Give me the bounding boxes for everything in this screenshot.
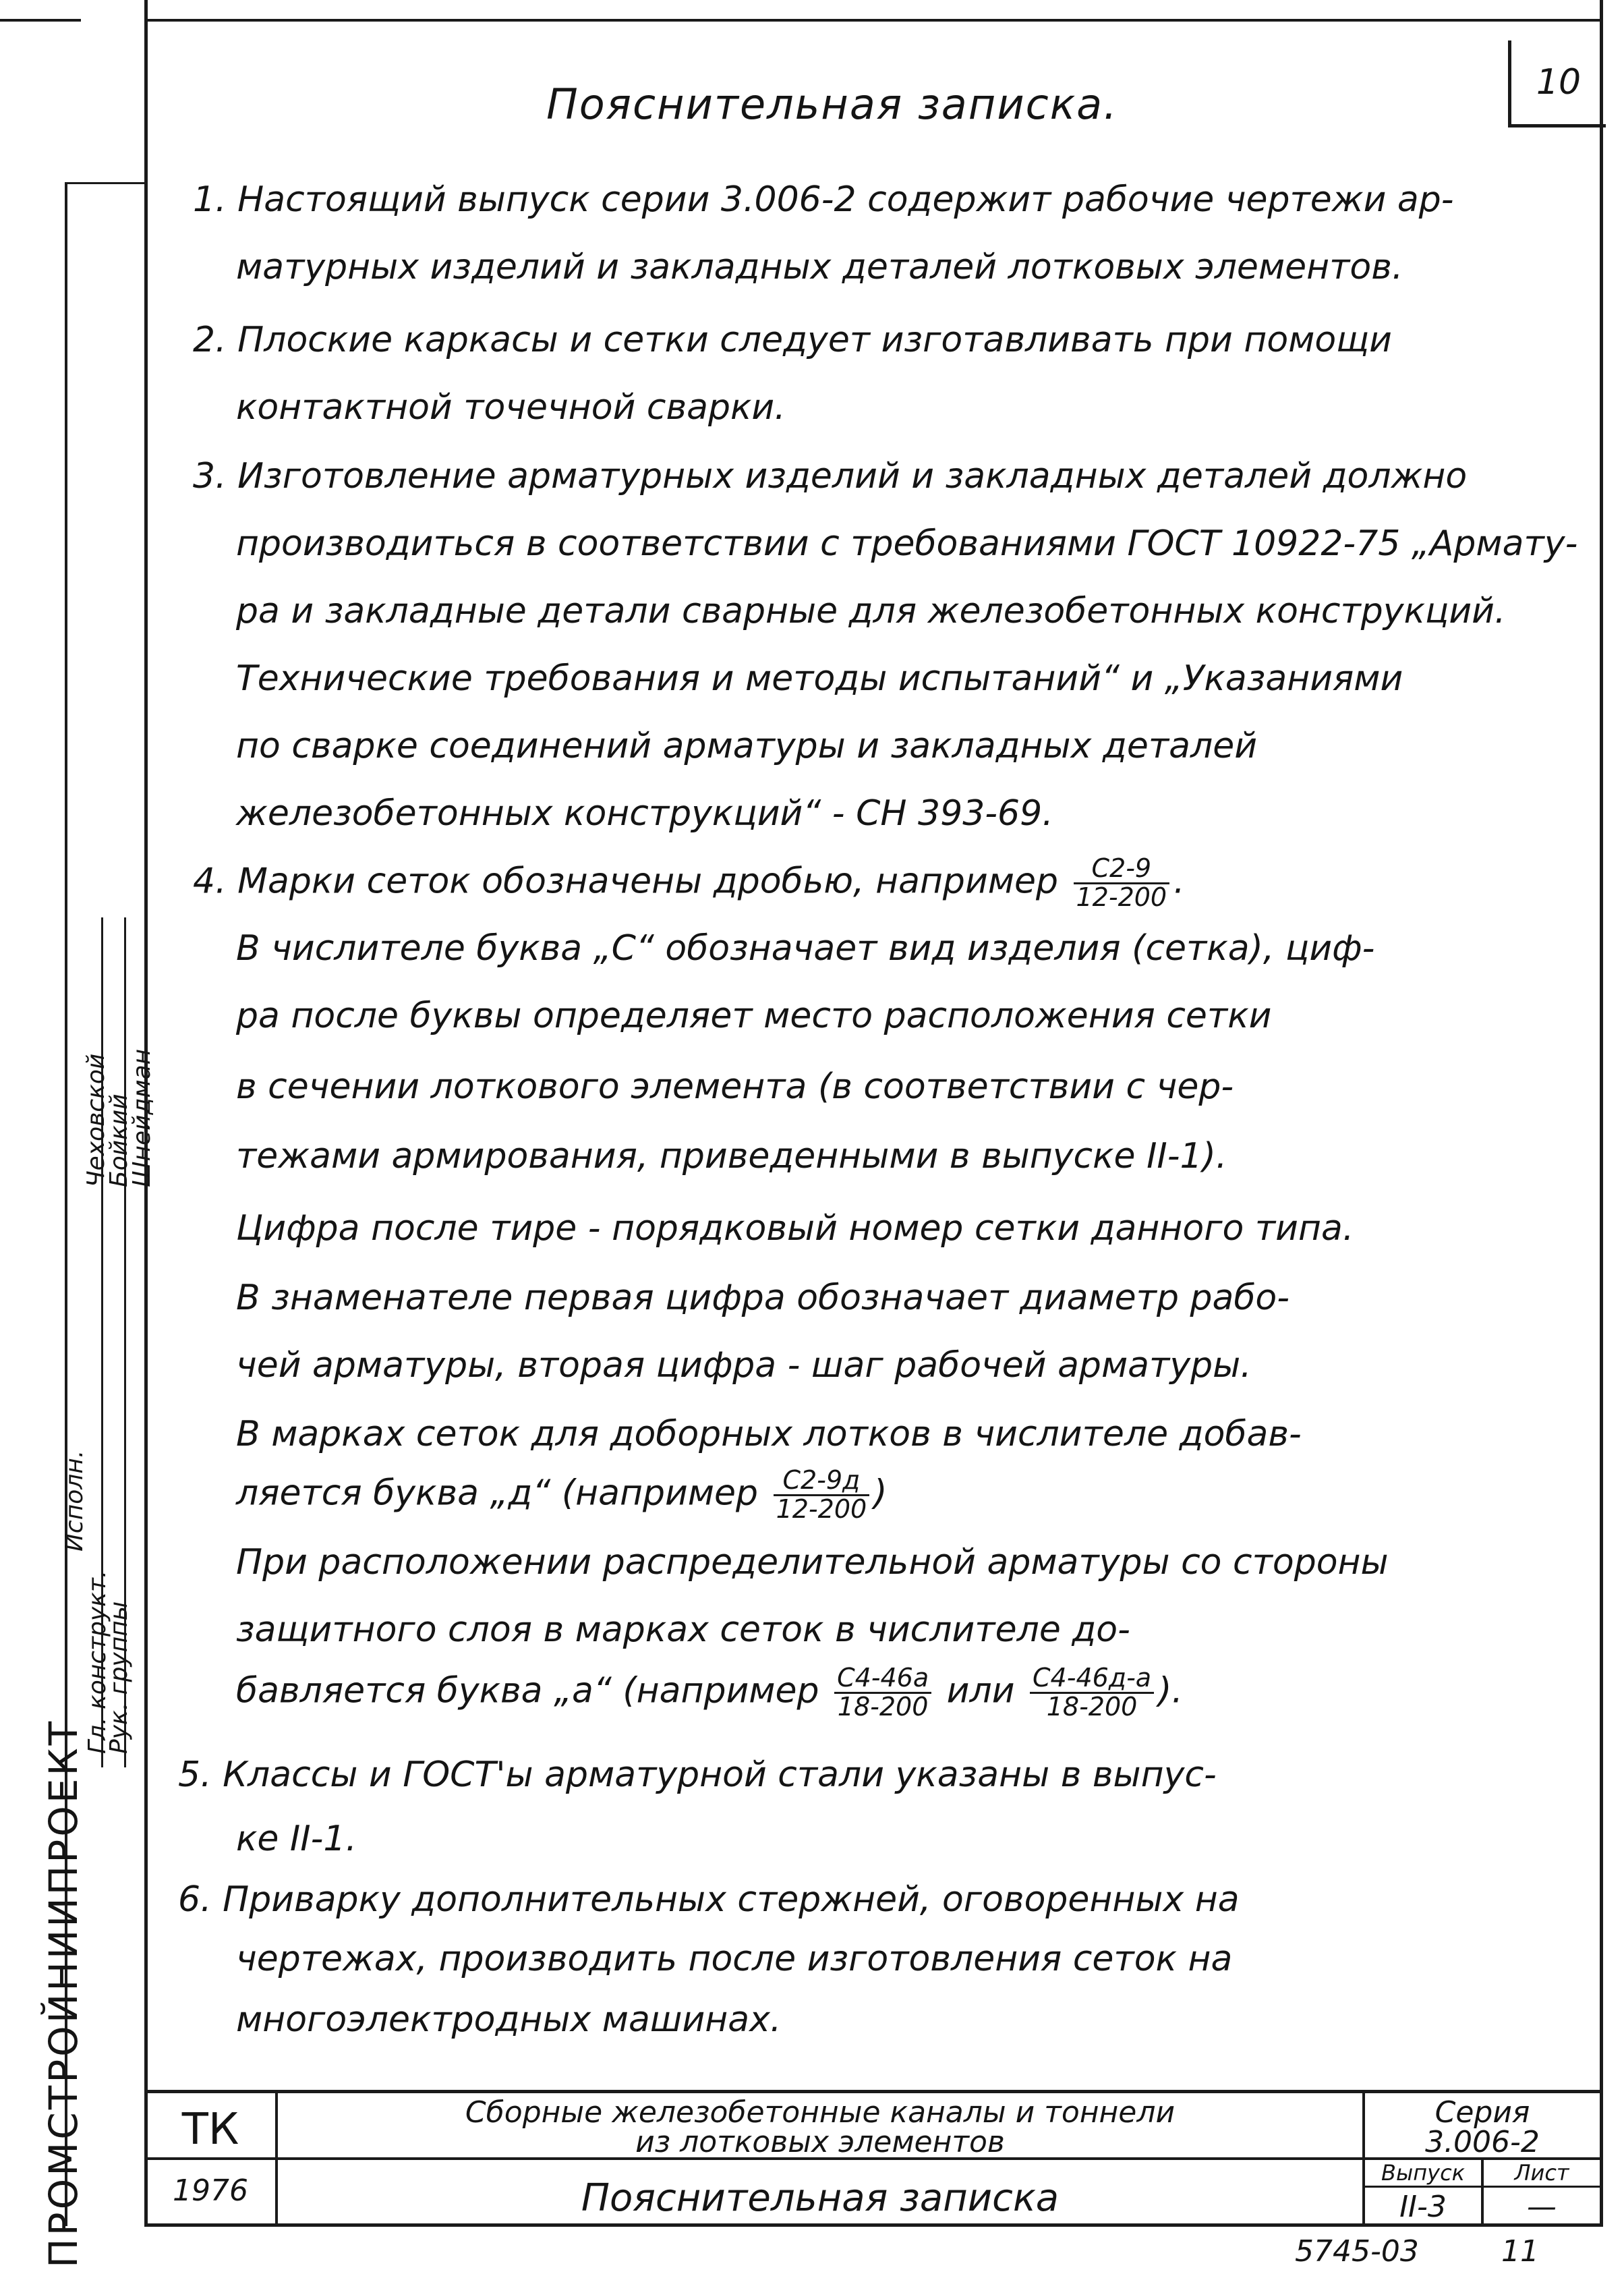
paragraph-line: производиться в соответствии с требованиями ГОСТ 10922-75 „Армату- bbox=[236, 523, 1578, 564]
title-block-year: 1976 bbox=[173, 2173, 248, 2208]
paragraph-line: железобетонных конструкций“ - СН 393-69. bbox=[236, 793, 1053, 834]
paragraph-line: чертежах, производить после изготовления сеток на bbox=[236, 1939, 1233, 1979]
title-block-issue-value: II-3 bbox=[1399, 2190, 1447, 2224]
paragraph-line: чей арматуры, вторая цифра - шаг рабочей арматуры. bbox=[236, 1345, 1252, 1386]
paragraph-line: бавляется буква „а“ (например bbox=[236, 1670, 819, 1711]
fraction-mark bbox=[774, 1467, 870, 1523]
paragraph-line: В знаменателе первая цифра обозначает диаметр рабо- bbox=[236, 1278, 1290, 1318]
stamp-name: Бойкий bbox=[105, 1093, 133, 1187]
paragraph-line: Цифра после тире - порядковый номер сетки данного типа. bbox=[236, 1208, 1354, 1249]
paragraph-4-variant-line: бавляется буква „а“ (например $\frac{С4-46а}{18-200}$ или $\frac{С4-46д-а}{18-200}$ ). bbox=[236, 1663, 1183, 1722]
title-block-code: ТК bbox=[181, 2105, 239, 2155]
footer-inventory-number: 5745-03 bbox=[1295, 2234, 1419, 2269]
frame-top-border bbox=[144, 19, 1603, 22]
title-block-project-line1: Сборные железобетонные каналы и тоннели bbox=[465, 2095, 1176, 2130]
fraction-numerator: С2-9д bbox=[774, 1467, 870, 1496]
title-block-issue-label: Выпуск bbox=[1381, 2160, 1465, 2186]
stamp-name: Чеховской bbox=[82, 1053, 110, 1187]
fraction-numerator: С4-46д-а bbox=[1030, 1665, 1154, 1694]
fraction-numerator: С2-9 bbox=[1074, 855, 1170, 884]
title-block-top-line bbox=[144, 2090, 1603, 2093]
title-block-series-value: 3.006-2 bbox=[1425, 2125, 1540, 2159]
paragraph-4-dobor-line: ляется буква „д“ (например $\frac{С2-9д}{12-200}$ ) bbox=[236, 1465, 888, 1524]
paragraph-line: ра и закладные детали сварные для железобетонных конструкций. bbox=[236, 591, 1506, 631]
paragraph-line: в сечении лоткового элемента (в соответствии с чер- bbox=[236, 1067, 1234, 1107]
title-block-list-value: — bbox=[1527, 2190, 1557, 2224]
stamp-top-line bbox=[65, 182, 146, 184]
paragraph-line: 1. Настоящий выпуск серии 3.006-2 содержит рабочие чертежи ар- bbox=[193, 179, 1454, 220]
page-title-text: Пояснительная записка. bbox=[546, 80, 1118, 129]
fraction-denominator: 12-200 bbox=[1076, 882, 1167, 912]
footer-page-number: 11 bbox=[1501, 2234, 1539, 2269]
fraction-denominator: 12-200 bbox=[776, 1494, 867, 1524]
paragraph-line: тежами армирования, приведенными в выпуске II-1). bbox=[236, 1136, 1227, 1176]
sheet-number: 10 bbox=[1508, 40, 1606, 127]
paragraph-line: Технические требования и методы испытаний“ и „Указаниями bbox=[236, 658, 1403, 699]
title-block-sheet-title: Пояснительная записка bbox=[581, 2176, 1060, 2220]
paragraph-line: многоэлектродных машинах. bbox=[236, 1999, 782, 2040]
paragraph-line: ляется буква „д“ (например bbox=[236, 1473, 759, 1514]
stamp-role: Исполн. bbox=[61, 1450, 88, 1552]
paragraph-line: При расположении распределительной арматуры со стороны bbox=[236, 1542, 1389, 1583]
fraction-denominator: 18-200 bbox=[1046, 1691, 1138, 1722]
fraction-mark bbox=[834, 1665, 931, 1721]
paragraph-line: 5. Классы и ГОСТ'ы арматурной стали указаны в выпус- bbox=[178, 1755, 1217, 1795]
title-block-list-label: Лист bbox=[1514, 2160, 1569, 2186]
paragraph-line: 6. Приварку дополнительных стержней, оговоренных на bbox=[178, 1879, 1240, 1920]
paragraph-line: 3. Изготовление арматурных изделий и закладных деталей должно bbox=[193, 456, 1468, 496]
paragraph-line: матурных изделий и закладных деталей лотковых элементов. bbox=[236, 247, 1403, 287]
title-block-project-line2: из лотковых элементов bbox=[635, 2125, 1005, 2159]
paragraph-line: защитного слоя в марках сеток в числителе до- bbox=[236, 1610, 1130, 1650]
fraction-mark bbox=[1030, 1665, 1154, 1721]
top-tick bbox=[0, 19, 81, 22]
title-block-series-label: Серия bbox=[1434, 2095, 1530, 2130]
organization-stamp: ПРОМСТРОЙНИИПРОЕКТ bbox=[40, 1718, 86, 2268]
paragraph-line: В марках сеток для доборных лотков в числителе добав- bbox=[236, 1414, 1302, 1454]
paragraph-4-first-line: 4. Марки сеток обозначены дробью, например $\frac{С2-9}{12-200}$ . bbox=[193, 853, 1185, 912]
paragraph-line: ке II-1. bbox=[236, 1819, 357, 1859]
fraction-numerator: С4-46а bbox=[834, 1665, 931, 1694]
stamp-name: Шнейдман bbox=[128, 1048, 156, 1187]
paragraph-line: ра после буквы определяет место расположения сетки bbox=[236, 996, 1272, 1036]
title-block-sub-line bbox=[1362, 2186, 1603, 2188]
paragraph-line: В числителе буква „С“ обозначает вид изделия (сетка), циф- bbox=[236, 928, 1375, 969]
paragraph-line: по сварке соединений арматуры и закладных деталей bbox=[236, 726, 1258, 766]
page-title bbox=[0, 80, 1624, 129]
stamp-role: Гл. конструкт. bbox=[84, 1570, 111, 1754]
frame-right-border bbox=[1600, 0, 1603, 2226]
paragraph-line: контактной точечной сварки. bbox=[236, 387, 786, 428]
paragraph-line: 2. Плоские каркасы и сетки следует изготавливать при помощи bbox=[193, 320, 1392, 360]
paragraph-line: или bbox=[946, 1670, 1015, 1711]
fraction-mark bbox=[1074, 855, 1170, 911]
paragraph-line: 4. Марки сеток обозначены дробью, например bbox=[193, 861, 1058, 902]
fraction-denominator: 18-200 bbox=[837, 1691, 929, 1722]
stamp-role: Рук. группы bbox=[105, 1601, 133, 1754]
